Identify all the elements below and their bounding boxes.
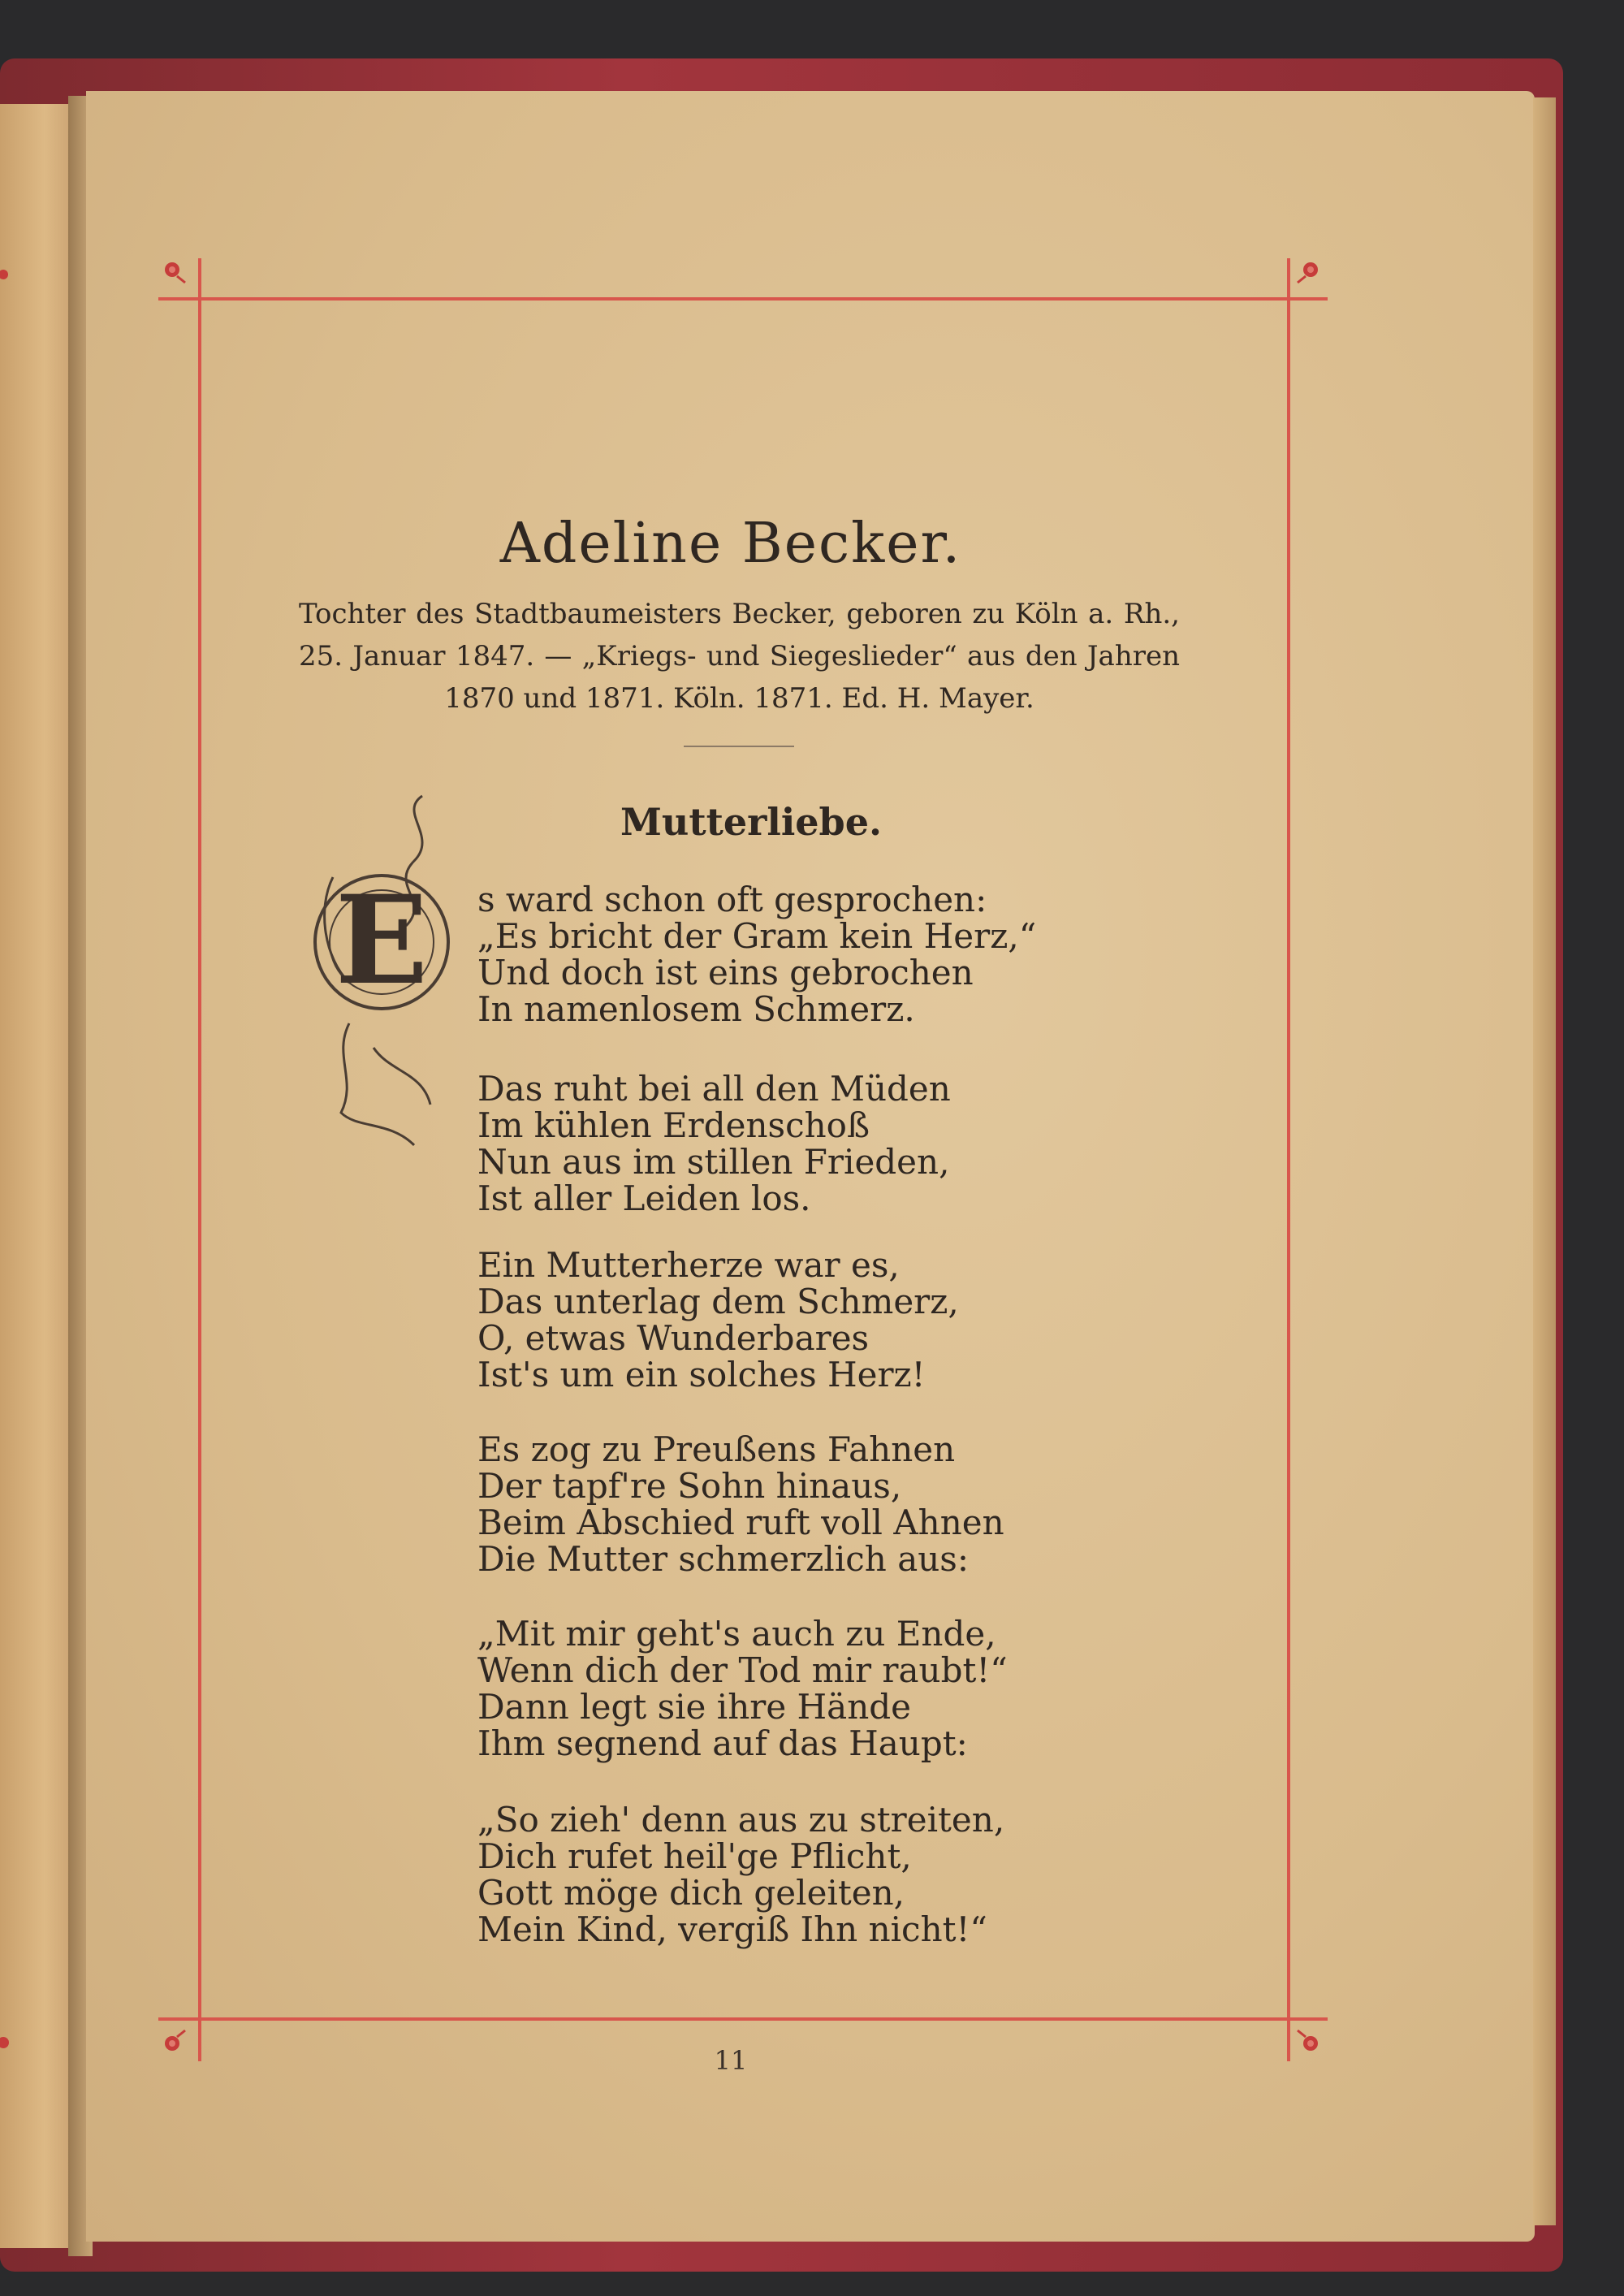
verse-line: „So zieh' denn aus zu streiten,	[477, 1800, 1005, 1840]
rose-ornament-icon	[1291, 257, 1324, 289]
verse-line: Gott möge dich geleiten,	[477, 1873, 905, 1913]
stanza-3	[477, 1247, 1095, 1393]
verse-line: Es zog zu Preußens Fahnen	[477, 1429, 956, 1469]
verse-line: Dich rufet heil'ge Pflicht,	[477, 1836, 912, 1876]
frame-bottom-line	[158, 2017, 1328, 2021]
frame-right-line	[1287, 258, 1290, 2061]
poem-title: Mutterliebe.	[620, 800, 883, 844]
stanza-4	[477, 1431, 1095, 1577]
stanza-6	[477, 1801, 1095, 1948]
verse-line: O, etwas Wunderbares	[477, 1318, 870, 1358]
frame-left-line	[198, 258, 201, 2061]
left-page-edge	[0, 104, 75, 2248]
verse-line: Ist's um ein solches Herz!	[477, 1355, 926, 1394]
verse-line: Beim Abschied ruft voll Ahnen	[477, 1503, 1004, 1542]
rose-ornament-icon	[159, 257, 192, 289]
verse-line: Das ruht bei all den Müden	[477, 1069, 951, 1109]
author-bio: Tochter des Stadtbaumeisters Becker, geboren zu Köln a. Rh., 25. Januar 1847. — „Kriegs- und Siegeslieder“ aus den Jahren 1870 und 1871. Köln. 1871. Ed. H. Mayer.	[299, 598, 1180, 715]
initial-letter: E	[335, 869, 429, 1012]
verse-line: s ward schon oft gesprochen:	[477, 880, 987, 919]
verse-line: Das unterlag dem Schmerz,	[477, 1282, 959, 1321]
verse-line: Ist aller Leiden los.	[477, 1178, 811, 1218]
stanza-5	[477, 1615, 1095, 1762]
verse-line: Und doch ist eins gebrochen	[477, 953, 974, 992]
verse-line: Ein Mutterherze war es,	[477, 1245, 900, 1285]
verse-line: Nun aus im stillen Frieden,	[477, 1142, 950, 1182]
decorated-initial-icon	[300, 780, 451, 1153]
rose-ornament-icon	[0, 2026, 18, 2059]
verse-line: Im kühlen Erdenschoß	[477, 1105, 870, 1145]
verse-line: Dann legt sie ihre Hände	[477, 1687, 911, 1727]
frame-top-line	[158, 297, 1328, 301]
verse-line: Wenn dich der Tod mir raubt!“	[477, 1650, 1008, 1690]
verse-line: Die Mutter schmerzlich aus:	[477, 1539, 970, 1579]
stanza-2	[477, 1070, 1095, 1217]
rose-ornament-icon	[0, 258, 18, 291]
verse-line: In namenlosem Schmerz.	[477, 989, 915, 1029]
verse-line: „Es bricht der Gram kein Herz,“	[477, 916, 1037, 956]
page-number: 11	[714, 2045, 748, 2076]
verse-line: Der tapf're Sohn hinaus,	[477, 1466, 902, 1506]
rose-ornament-icon	[1291, 2024, 1324, 2056]
verse-line: Mein Kind, vergiß Ihn nicht!“	[477, 1909, 987, 1949]
verse-line: „Mit mir geht's auch zu Ende,	[477, 1614, 996, 1654]
page-title: Adeline Becker.	[499, 512, 962, 576]
rose-ornament-icon	[159, 2024, 192, 2056]
verse-line: Ihm segnend auf das Haupt:	[477, 1723, 968, 1763]
stanza-1	[477, 881, 1095, 1027]
divider	[684, 746, 794, 747]
page-edges-right	[1533, 97, 1556, 2225]
